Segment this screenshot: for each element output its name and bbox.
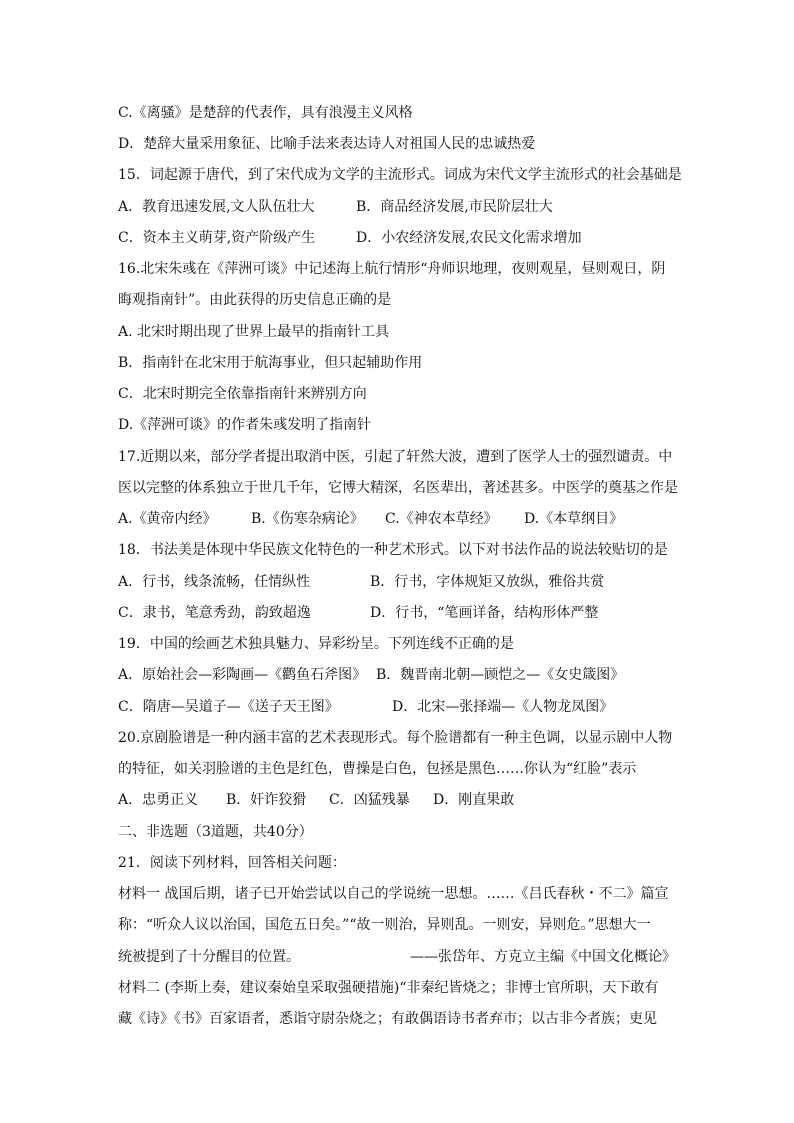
q20-option-c: C．凶猛残暴 bbox=[329, 792, 410, 808]
q17-option-a: A.《黄帝内经》 bbox=[118, 511, 217, 527]
q16-option-b: B．指南针在北宋用于航海事业，但只起辅助作用 bbox=[118, 355, 423, 371]
q19-option-c: C．隋唐—吴道子—《送子天王图》 bbox=[118, 699, 339, 715]
q16-option-d: D.《萍洲可谈》的作者朱彧发明了指南针 bbox=[118, 417, 372, 433]
material-one-source: ——张岱年、方克立主编《中国文化概论》 bbox=[410, 949, 676, 965]
q14-option-c: C.《离骚》是楚辞的代表作，具有浪漫主义风格 bbox=[118, 105, 413, 121]
q18-option-d: D．行书，“笔画详备，结构形体严整 bbox=[370, 605, 599, 621]
q19-option-d: D．北宋—张择端—《人物龙凤图》 bbox=[392, 699, 614, 715]
q14-option-d: D．楚辞大量采用象征、比喻手法来表达诗人对祖国人民的忠诚热爱 bbox=[118, 136, 536, 152]
q18-option-c: C．隶书，笔意秀劲，韵致超逸 bbox=[118, 605, 311, 621]
q16-option-a: A. 北宋时期出现了世界上最早的指南针工具 bbox=[118, 324, 390, 340]
q17-option-d: D.《本草纲目》 bbox=[524, 511, 624, 527]
material-one-line3: 统被提到了十分醒目的位置。 bbox=[118, 949, 300, 965]
q15-option-a: A．教育迅速发展,文人队伍壮大 bbox=[118, 199, 315, 215]
q19-stem: 19．中国的绘画艺术独具魅力、异彩纷呈。下列连线不正确的是 bbox=[118, 636, 514, 652]
q16-stem-line2: 晦观指南针”。由此获得的历史信息正确的是 bbox=[118, 292, 392, 308]
material-two-line2: 藏《诗》《书》百家语者，悉诣守尉杂烧之；有敢偶语诗书者弃市；以古非今者族；吏见 bbox=[118, 1011, 657, 1027]
q20-option-a: A．忠勇正义 bbox=[118, 792, 199, 808]
q19-option-a: A．原始社会—彩陶画—《鹳鱼石斧图》 bbox=[118, 667, 367, 683]
q20-option-b: B．奸诈狡猾 bbox=[226, 792, 307, 808]
q17-stem-line2: 医以完整的体系独立于世几千年，它博大精深，名医辈出，著述甚多。中医学的奠基之作是 bbox=[118, 480, 678, 496]
material-two-line1: 材料二 (李斯上奏，建议秦始皇采取强硬措施)“非秦纪皆烧之；非博士官所职，天下敢有 bbox=[118, 980, 659, 996]
q16-option-c: C．北宋时期完全依靠指南针来辨别方向 bbox=[118, 386, 367, 402]
q15-stem: 15．词起源于唐代，到了宋代成为文学的主流形式。词成为宋代文学主流形式的社会基础是 bbox=[118, 167, 682, 183]
q20-option-d: D．刚直果敢 bbox=[433, 792, 515, 808]
q18-option-a: A．行书，线条流畅，任情纵性 bbox=[118, 574, 311, 590]
section-two-heading: 二、非选题（3道题，共40分） bbox=[118, 824, 313, 840]
q15-option-c: C．资本主义萌芽,资产阶级产生 bbox=[118, 230, 316, 246]
q16-stem-line1: 16.北宋朱彧在《萍洲可谈》中记述海上航行情形“舟师识地理，夜则观星，昼则观日，阴 bbox=[118, 261, 666, 277]
q17-option-b: B.《伤寒杂病论》 bbox=[251, 511, 364, 527]
q20-stem-line2: 的特征，如关羽脸谱的主色是红色，曹操是白色，包拯是黑色……你认为“红脸”表示 bbox=[118, 761, 637, 777]
q17-stem-line1: 17.近期以来，部分学者提出取消中医，引起了轩然大波，遭到了医学人士的强烈谴责。中 bbox=[118, 449, 673, 465]
q21-stem: 21．阅读下列材料，回答相关问题： bbox=[118, 855, 346, 871]
material-one-line2: 称：“听众人议以治国，国危五日矣。”“故一则治，异则乱。一则安，异则危。”思想大一 bbox=[118, 917, 651, 933]
q18-stem: 18．书法美是体现中华民族文化特色的一种艺术形式。以下对书法作品的说法较贴切的是 bbox=[118, 542, 668, 558]
q20-stem-line1: 20.京剧脸谱是一种内涵丰富的艺术表现形式。每个脸谱都有一种主色调，以显示剧中人物 bbox=[118, 730, 673, 746]
q18-option-b: B．行书，字体规矩又放纵，雅俗共赏 bbox=[370, 574, 605, 590]
q19-option-b: B．魏晋南北朝—顾恺之—《女史箴图》 bbox=[376, 667, 625, 683]
q15-option-b: B．商品经济发展,市民阶层壮大 bbox=[356, 199, 553, 215]
q15-option-d: D．小农经济发展,农民文化需求增加 bbox=[356, 230, 582, 246]
material-one-line1: 材料一 战国后期，诸子已开始尝试以自己的学说统一思想。……《吕氏春秋・不二》篇宣 bbox=[118, 886, 669, 902]
q17-option-c: C.《神农本草经》 bbox=[385, 511, 498, 527]
